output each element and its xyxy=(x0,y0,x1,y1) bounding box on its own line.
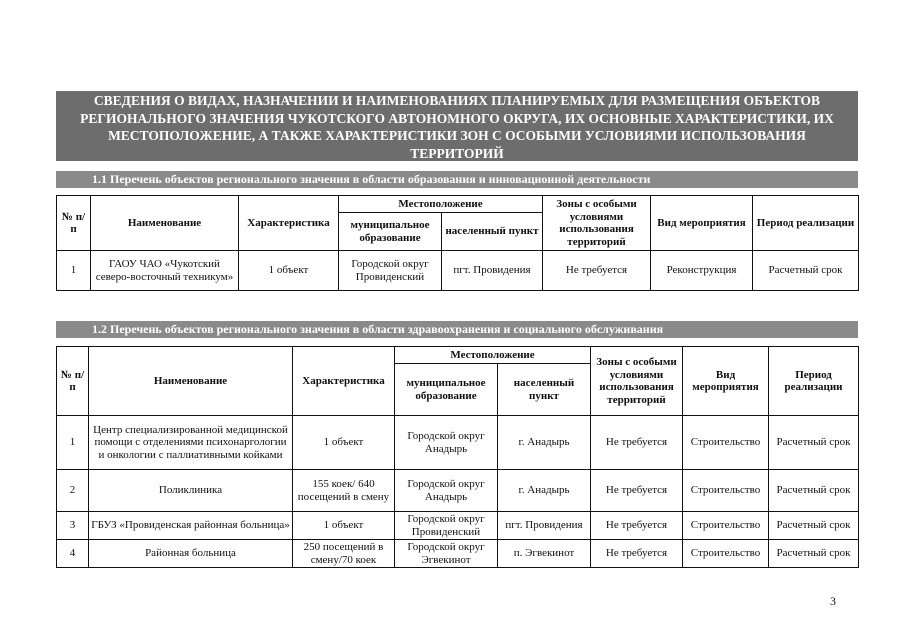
header-name: Наименование xyxy=(89,347,293,416)
document-title-banner xyxy=(56,91,858,161)
header-characteristic: Характеристика xyxy=(293,347,395,416)
row-zones: Не требуется xyxy=(591,416,683,470)
row-settlement: пгт. Провидения xyxy=(442,251,543,291)
table-header-row xyxy=(57,347,859,364)
row-num: 3 xyxy=(57,512,89,540)
row-characteristic: 1 объект xyxy=(293,512,395,540)
row-name: ГАОУ ЧАО «Чукотский северо-восточный техникум» xyxy=(91,251,239,291)
row-municipality: Городской округ Провиденский xyxy=(339,251,442,291)
row-municipality: Городской округ Анадырь xyxy=(395,416,498,470)
table-row xyxy=(57,512,859,540)
row-municipality: Городской округ Провиденский xyxy=(395,512,498,540)
row-period: Расчетный срок xyxy=(769,512,859,540)
row-period: Расчетный срок xyxy=(769,470,859,512)
row-activity: Строительство xyxy=(683,416,769,470)
row-municipality: Городской округ Эгвекинот xyxy=(395,540,498,568)
row-period: Расчетный срок xyxy=(769,416,859,470)
row-activity: Строительство xyxy=(683,540,769,568)
table-row xyxy=(57,540,859,568)
header-zones: Зоны с особыми условиями использования территорий xyxy=(543,196,651,251)
row-settlement: г. Анадырь xyxy=(498,470,591,512)
row-name: ГБУЗ «Провиденская районная больница» xyxy=(89,512,293,540)
row-name: Поликлиника xyxy=(89,470,293,512)
row-num: 2 xyxy=(57,470,89,512)
section-1-title: 1.1 Перечень объектов регионального значения в области образования и инновационной деятельности xyxy=(56,171,858,188)
table-row xyxy=(57,470,859,512)
document-title: СВЕДЕНИЯ О ВИДАХ, НАЗНАЧЕНИИ И НАИМЕНОВАНИЯХ ПЛАНИРУЕМЫХ ДЛЯ РАЗМЕЩЕНИЯ ОБЪЕКТОВ РЕГИОНАЛЬНОГО ЗНАЧЕНИЯ ЧУКОТСКОГО АВТОНОМНОГО ОКРУГА, ИХ ОСНОВНЫЕ ХАРАКТЕРИСТИКИ, ИХ МЕСТОПОЛОЖЕНИЕ, А ТАКЖЕ ХАРАКТЕРИСТИКИ ЗОН С ОСОБЫМИ УСЛОВИЯМИ ИСПОЛЬЗОВАНИЯ ТЕРРИТОРИЙ xyxy=(80,93,834,161)
header-settlement: населенный пункт xyxy=(442,213,543,251)
row-characteristic: 155 коек/ 640 посещений в смену xyxy=(293,470,395,512)
table-row xyxy=(57,416,859,470)
row-activity: Реконструкция xyxy=(651,251,753,291)
table-row xyxy=(57,251,859,291)
row-municipality: Городской округ Анадырь xyxy=(395,470,498,512)
header-location: Местоположение xyxy=(339,196,543,213)
header-period: Период реализации xyxy=(769,347,859,416)
section-2-table xyxy=(56,346,859,568)
header-municipality: муниципальное образование xyxy=(339,213,442,251)
row-activity: Строительство xyxy=(683,512,769,540)
section-2-title: 1.2 Перечень объектов регионального значения в области здравоохранения и социального обслуживания xyxy=(56,321,858,338)
header-name: Наименование xyxy=(91,196,239,251)
row-settlement: п. Эгвекинот xyxy=(498,540,591,568)
row-settlement: г. Анадырь xyxy=(498,416,591,470)
row-name: Районная больница xyxy=(89,540,293,568)
row-num: 4 xyxy=(57,540,89,568)
header-zones: Зоны с особыми условиями использования территорий xyxy=(591,347,683,416)
row-period: Расчетный срок xyxy=(753,251,859,291)
row-characteristic: 250 посещений в смену/70 коек xyxy=(293,540,395,568)
header-activity: Вид мероприятия xyxy=(651,196,753,251)
header-settlement: населенный пункт xyxy=(498,364,591,416)
section-1-table xyxy=(56,195,859,291)
header-num: № п/п xyxy=(57,196,91,251)
row-zones: Не требуется xyxy=(591,470,683,512)
row-characteristic: 1 объект xyxy=(293,416,395,470)
header-num: № п/п xyxy=(57,347,89,416)
header-activity: Вид мероприятия xyxy=(683,347,769,416)
row-settlement: пгт. Провидения xyxy=(498,512,591,540)
row-num: 1 xyxy=(57,416,89,470)
header-location: Местоположение xyxy=(395,347,591,364)
row-zones: Не требуется xyxy=(591,540,683,568)
page-number: 3 xyxy=(830,594,836,608)
row-num: 1 xyxy=(57,251,91,291)
header-characteristic: Характеристика xyxy=(239,196,339,251)
table-header-row xyxy=(57,196,859,213)
row-zones: Не требуется xyxy=(591,512,683,540)
row-name: Центр специализированной медицинской помощи с отделениями психонаргологии и онкологии с паллиативными койками xyxy=(89,416,293,470)
row-period: Расчетный срок xyxy=(769,540,859,568)
header-period: Период реализации xyxy=(753,196,859,251)
header-municipality: муниципальное образование xyxy=(395,364,498,416)
row-activity: Строительство xyxy=(683,470,769,512)
row-zones: Не требуется xyxy=(543,251,651,291)
row-characteristic: 1 объект xyxy=(239,251,339,291)
